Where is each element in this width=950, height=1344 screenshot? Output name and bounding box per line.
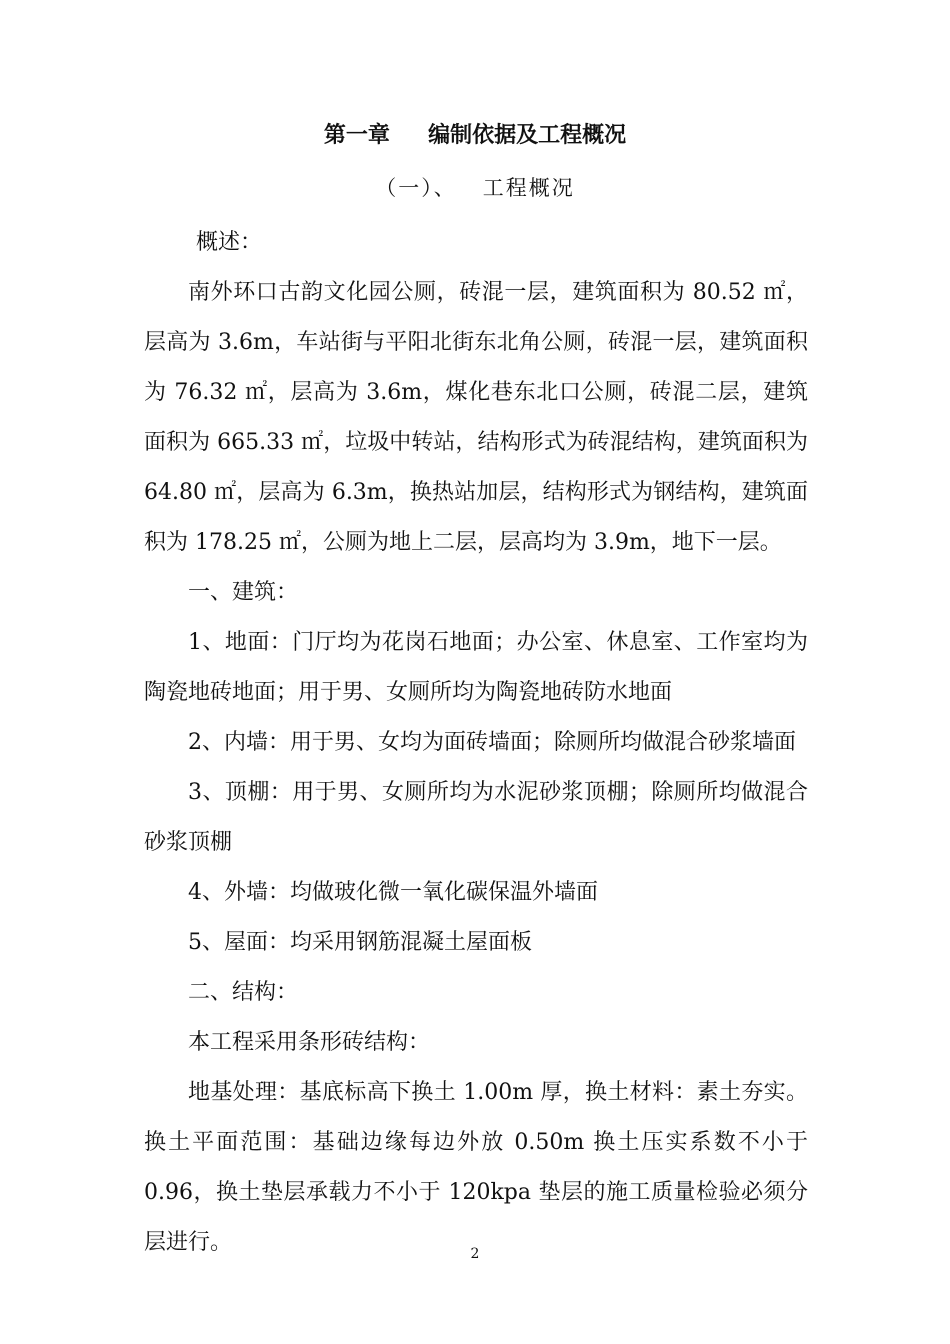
- chapter-title: 第一章 编制依据及工程概况: [323, 123, 627, 148]
- document-body: [144, 218, 808, 1268]
- page-number: 2: [470, 1246, 480, 1262]
- architecture-heading: 一、建筑：: [188, 580, 299, 605]
- architecture-item-floor: 1、地面：门厅均为花岗石地面；办公室、休息室、工作室均为陶瓷地砖地面；用于男、女厕所均为陶瓷地砖防水地面: [144, 630, 808, 705]
- structure-intro: 本工程采用条形砖结构：: [188, 1030, 431, 1055]
- architecture-item-roof: 5、屋面：均采用钢筋混凝土屋面板: [188, 930, 532, 955]
- architecture-item-ceiling: 3、顶棚：用于男、女厕所均为水泥砂浆顶棚；除厕所均做混合砂浆顶棚: [144, 780, 808, 855]
- foundation-paragraph: 地基处理：基底标高下换土 1.00m 厚，换土材料：素土夯实。换土平面范围：基础边缘每边外放 0.50m 换土压实系数不小于 0.96，换土垫层承载力不小于 120kpa 垫层的施工质量检验必须分层进行。: [144, 1080, 808, 1255]
- section-title: （一）、 工程概况: [375, 176, 575, 200]
- overview-label: 概述：: [196, 230, 263, 255]
- architecture-item-exterior-wall: 4、外墙：均做玻化微一氧化碳保温外墙面: [188, 880, 598, 905]
- overview-paragraph: 南外环口古韵文化园公厕，砖混一层，建筑面积为 80.52 ㎡，层高为 3.6m，车站街与平阳北街东北角公厕，砖混一层，建筑面积为 76.32 ㎡，层高为 3.6m，煤化巷东北口公厕，砖混二层，建筑面积为 665.33 ㎡，垃圾中转站，结构形式为砖混结构，建筑面积为 64.80 ㎡，层高为 6.3m，换热站加层，结构形式为钢结构，建筑面积为 178.25 ㎡，公厕为地上二层，层高均为 3.9m，地下一层。: [144, 280, 808, 555]
- architecture-item-interior-wall: 2、内墙：用于男、女均为面砖墙面；除厕所均做混合砂浆墙面: [188, 730, 796, 755]
- structure-heading: 二、结构：: [188, 980, 299, 1005]
